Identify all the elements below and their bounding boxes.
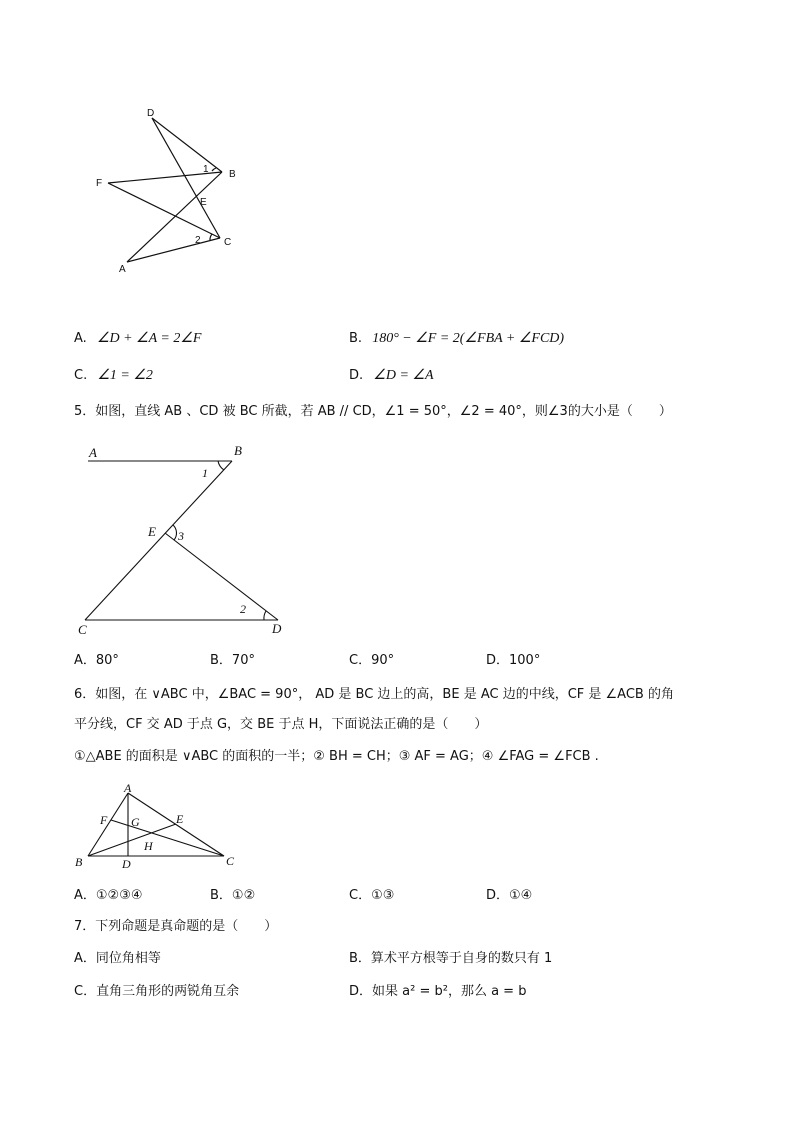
q4-option-d-text: ∠D = ∠A: [373, 368, 434, 383]
q5-line-BC: [85, 461, 232, 620]
q5-label-angle1: 1: [202, 466, 208, 480]
q6-label-D: D: [122, 857, 131, 870]
q4-label-A: A: [119, 264, 126, 275]
q5-arc-2: [264, 611, 266, 620]
q6-option-a[interactable]: A．①②③④: [74, 888, 143, 903]
q6-figure: [70, 778, 245, 870]
q6-option-b[interactable]: B．①②: [210, 888, 256, 903]
q4-option-a-letter: A.: [74, 331, 87, 346]
q4-arc-1: [212, 168, 216, 171]
q5-label-B: B: [234, 443, 242, 458]
q4-label-angle2: 2: [195, 235, 201, 246]
q6-option-c[interactable]: C．①③: [349, 888, 395, 903]
q4-line-DB: [152, 118, 222, 172]
q6-option-d[interactable]: D．①④: [486, 888, 533, 903]
q6-stem-line3: ①△ABE 的面积是 ∨ABC 的面积的一半；② BH = CH；③ AF = AG；④ ∠FAG = ∠FCB .: [74, 749, 599, 764]
q5-option-d[interactable]: D．100°: [486, 653, 541, 668]
q4-line-AC: [127, 238, 220, 262]
q5-arc-3: [173, 525, 176, 540]
q5-label-D: D: [272, 621, 282, 636]
q5-arc-1: [218, 461, 224, 470]
q4-line-FC: [108, 183, 220, 238]
q5-label-A: A: [89, 445, 97, 460]
q5-option-a[interactable]: A．80°: [74, 653, 119, 668]
q5-stem: 5．如图，直线 AB 、CD 被 BC 所截，若 AB // CD，∠1 = 50°，∠2 = 40°，则∠3的大小是（ ）: [74, 404, 672, 419]
q6-stem-line1: 6．如图，在 ∨ABC 中，∠BAC = 90°， AD 是 BC 边上的高，BE 是 AC 边的中线，CF 是 ∠ACB 的角: [74, 687, 674, 702]
q6-label-E: E: [176, 812, 184, 826]
q7-option-d[interactable]: D．如果 a² = b²，那么 a = b: [349, 984, 527, 999]
q6-label-C: C: [226, 854, 235, 868]
q5-line-ED: [165, 533, 278, 620]
q6-label-A: A: [124, 781, 132, 795]
q4-figure: [85, 100, 255, 280]
q6-label-H: H: [144, 839, 153, 853]
q7-stem: 7．下列命题是真命题的是（ ）: [74, 919, 278, 934]
q4-option-b-letter: B.: [349, 331, 363, 346]
q4-label-F: F: [96, 178, 103, 189]
q7-option-a[interactable]: A．同位角相等: [74, 951, 161, 966]
q5-label-E: E: [148, 524, 156, 539]
q4-option-c-letter: C.: [74, 368, 88, 383]
q4-option-b-text: 180° − ∠F = 2(∠FBA + ∠FCD): [372, 331, 565, 346]
q4-label-B: B: [229, 169, 236, 180]
q5-label-C: C: [78, 622, 87, 637]
q4-option-c-text: ∠1 = ∠2: [97, 368, 153, 383]
q4-option-a-text: ∠D + ∠A = 2∠F: [96, 331, 202, 346]
q6-label-G: G: [131, 815, 140, 829]
q6-label-F: F: [100, 813, 108, 827]
q5-label-angle3: 3: [178, 529, 184, 543]
q4-label-E: E: [200, 197, 207, 208]
q4-label-D: D: [147, 108, 155, 119]
q4-option-c[interactable]: [74, 367, 153, 385]
q6-stem-line2: 平分线，CF 交 AD 于点 G，交 BE 于点 H，下面说法正确的是（ ）: [74, 717, 488, 732]
q5-option-c[interactable]: C．90°: [349, 653, 395, 668]
q4-option-d-letter: D.: [349, 368, 364, 383]
q4-label-C: C: [224, 237, 232, 248]
q6-line-AB: [88, 793, 128, 856]
q5-figure: [70, 440, 300, 640]
q4-label-angle1: 1: [203, 164, 209, 175]
q7-option-c[interactable]: C．直角三角形的两锐角互余: [74, 984, 240, 999]
q5-label-angle2: 2: [240, 602, 246, 616]
q6-label-B: B: [75, 855, 83, 869]
q4-arc-2: [210, 234, 212, 240]
q4-option-b[interactable]: [349, 330, 564, 348]
q4-option-d[interactable]: [349, 367, 434, 385]
q5-option-b[interactable]: B．70°: [210, 653, 255, 668]
q7-option-b[interactable]: B．算术平方根等于自身的数只有 1: [349, 951, 553, 966]
q4-option-a[interactable]: [74, 330, 201, 348]
